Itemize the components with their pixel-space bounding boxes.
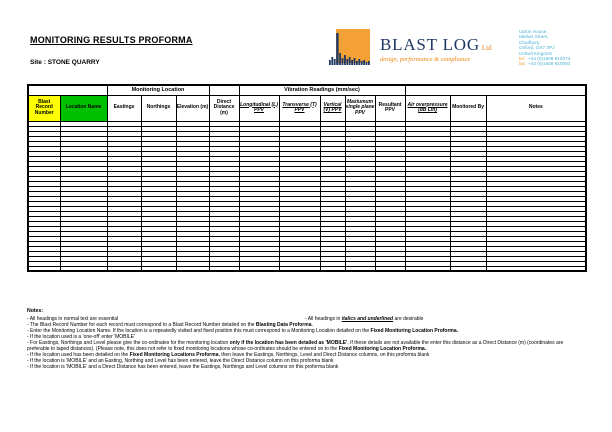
note-segment: - The Blast Record Number for each record must correspond to a Blast Record Number detailed on the (27, 322, 256, 328)
results-table (27, 84, 587, 272)
notes-lines (27, 316, 585, 370)
column-header-cell (320, 95, 345, 121)
note-segment: . If these details are not available the enter this distance as a Direct Distance (m) (coordinates are preferable to taped distances). (Please note, this does not refer to fixed monitoring locations whose co-ordinates should be entered on to the (27, 340, 564, 352)
group-header-filler (209, 85, 239, 95)
notes-section (27, 308, 585, 370)
column-header-cell (279, 95, 320, 121)
column-header-cell (141, 95, 176, 121)
column-header-cell (375, 95, 405, 121)
column-header-label: Northings (146, 104, 171, 111)
note-segment: Fixed Monitoring Location Proforma. (370, 328, 459, 334)
note-segment: - All headings in (305, 316, 342, 322)
empty-cell (209, 266, 239, 271)
column-header-cell (176, 95, 209, 121)
note-segment: - Enter the Monitoring Location Name. If the location is a repeatedly visited and fixed position this must correspond to a Monitoring Location detailed on the (27, 328, 371, 334)
fax-label: fax (519, 61, 526, 67)
column-header-label: Direct Distance (m) (213, 98, 235, 116)
group-header-cell: Monitoring Location (107, 85, 209, 95)
note-segment: italics and underlined (341, 316, 394, 322)
note-segment: - If the location used has been detailed on the (27, 352, 130, 358)
column-header-label: Air overpressure (dB Lin) (407, 101, 448, 113)
note-line (27, 364, 585, 370)
empty-cell (176, 266, 209, 271)
empty-cell (405, 266, 450, 271)
note-segment: Blasting Data Proforma (255, 322, 312, 328)
column-header-label: Elevation (m) (176, 104, 209, 111)
tel-label: tel (519, 56, 524, 62)
note-segment: - All headings in normal text are essential (27, 316, 119, 322)
address-line: United Kingdom (519, 50, 553, 56)
column-header-cell (209, 95, 239, 121)
empty-cell (141, 266, 176, 271)
column-header-label: Blast Record Number (34, 98, 54, 116)
empty-cell (28, 266, 60, 271)
column-header-label: Eastings (113, 104, 135, 111)
column-header-cell (345, 95, 375, 121)
column-header-cell (405, 95, 450, 121)
empty-cell (279, 266, 320, 271)
column-header-cell (450, 95, 486, 121)
group-header-cell: Vibration Readings (mm/sec) (239, 85, 405, 95)
empty-cell (450, 266, 486, 271)
column-header-cell (239, 95, 279, 121)
empty-cell (60, 266, 107, 271)
note-segment: Fixed Monitoring Location Proforma. (338, 346, 427, 352)
table-row (28, 266, 586, 271)
note-segment: are desirable (393, 316, 424, 322)
address-line: Market Street, (519, 34, 549, 40)
empty-cell (486, 266, 586, 271)
notes-heading: Notes: (27, 308, 44, 314)
logo-wordmark (380, 36, 492, 63)
empty-cell (239, 266, 279, 271)
address-line: Charlbury, (519, 39, 541, 45)
empty-cell (345, 266, 375, 271)
note-segment: - For Eastings, Northings and Level please give the co-ordinates for the monitoring location (27, 340, 230, 346)
logo-tagline: design, performance & compliance (380, 56, 471, 63)
note-segment: Fixed Monitoring Locations Proforma (129, 352, 219, 358)
empty-cell (320, 266, 345, 271)
page-title: MONITORING RESULTS PROFORMA (30, 35, 193, 45)
fax-value: +44 (0)1608 810093 (528, 61, 571, 67)
group-header-filler (28, 85, 107, 95)
note-segment: - If the location used is a 'one-off' enter 'MOBILE' (27, 334, 135, 340)
tel-value: +44 (0)1608 810374 (528, 56, 571, 62)
column-header-label: Transverse (T) PPV (282, 101, 317, 113)
column-header-cell (486, 95, 586, 121)
empty-cell (107, 266, 141, 271)
blastlog-logo (329, 27, 492, 69)
note-segment: . (311, 322, 313, 328)
column-header-label: Vertical (V) PPV (323, 101, 342, 113)
column-header-label: Location Name (65, 104, 102, 111)
column-header-label: Maxiumum single plane PPV (345, 98, 375, 116)
seismograph-logo-icon (329, 27, 374, 69)
column-header-label: Notes (528, 104, 543, 111)
logo-suffix: Ltd (481, 44, 492, 52)
note-segment: only if the location has been detailed as 'MOBILE' (229, 340, 348, 346)
empty-cell (375, 266, 405, 271)
address-line: Upton House, (519, 29, 548, 34)
address-line: Oxford, OX7 3PJ (519, 45, 555, 51)
column-header-cell (107, 95, 141, 121)
column-header-label: Monitored By (452, 104, 485, 111)
logo-name: BLAST LOG (380, 35, 480, 54)
column-header-cell (60, 95, 107, 121)
group-header-filler (405, 85, 586, 95)
note-line (27, 340, 585, 352)
results-table-wrapper (27, 84, 587, 272)
company-address (519, 29, 570, 67)
note-segment: , then leave the Eastings, Northings, Level and Direct Distance columns, on this proforma blank (218, 352, 430, 358)
site-label: Site : STONE QUARRY (30, 59, 100, 66)
column-header-cell (28, 95, 60, 121)
note-segment: - If the location is 'MOBILE' and an Easting, Northing and Level has been entered, leave the Direct Distance column on this proforma blank (27, 358, 334, 364)
note-segment: - If the location is 'MOBILE' and a Direct Distance has been entered, leave the Eastings, Northings and Level columns on this proforma blank (27, 364, 339, 370)
column-header-label: Resultant PPV (378, 101, 402, 113)
column-header-label: Longitudinal (L) PPV (240, 101, 278, 113)
